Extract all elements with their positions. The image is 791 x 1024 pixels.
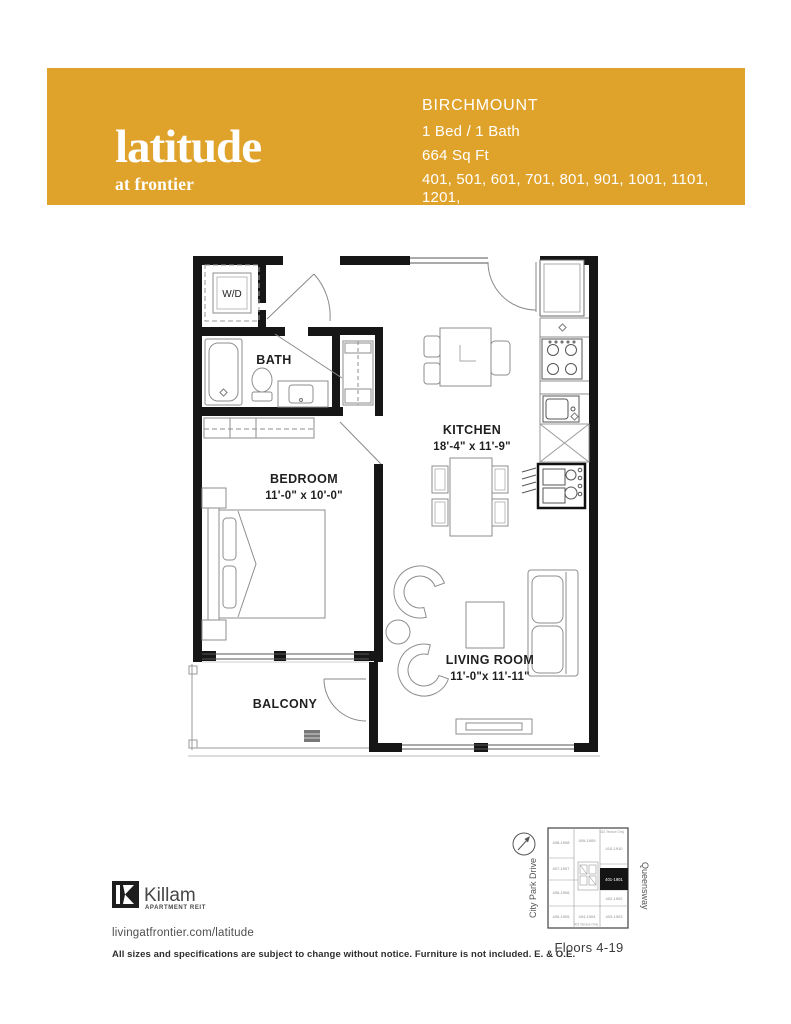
- balcony-label: BALCONY: [252, 697, 318, 711]
- killam-logo-name: Killam: [144, 885, 196, 906]
- bed: [202, 488, 325, 640]
- floor-plan: [188, 242, 763, 767]
- armchair-lower: [389, 639, 452, 705]
- kitchen-sink: [543, 396, 579, 422]
- side-table: [386, 620, 410, 644]
- entry-closet: [540, 260, 584, 316]
- killam-logo-subtitle: APARTMENT REIT: [145, 905, 206, 911]
- bath-vanity: [278, 381, 328, 407]
- armchair-upper: [385, 557, 448, 623]
- header-band: [47, 68, 745, 223]
- sofa: [528, 570, 578, 676]
- keyplan-unit: 404-1904: [578, 914, 596, 919]
- unit-numbers: [422, 171, 745, 224]
- disclaimer-text: All sizes and specifications are subject to change without notice. Furniture is not included. E. & O.E.: [112, 949, 576, 960]
- fridge: [522, 464, 585, 508]
- website-url: livingatfrontier.com/latitude: [112, 927, 254, 939]
- living-label: LIVING ROOM: [445, 653, 535, 667]
- unit-area: 664 Sq Ft: [422, 147, 489, 164]
- brand-logo: [115, 121, 262, 195]
- keyplan-note-top: 410 Terrace Only: [599, 830, 625, 834]
- kitchen-dims: 18'-4" x 11'-9": [433, 441, 511, 453]
- street-left-label: City Park Drive: [528, 857, 538, 918]
- living-dims: 11'-0"x 11'-11": [450, 671, 530, 683]
- unit-info: [422, 97, 745, 224]
- toilet: [252, 368, 272, 401]
- key-plan-building: [548, 828, 628, 928]
- bedroom-dims: 11'-0" x 10'-0": [265, 490, 343, 502]
- bathtub: [205, 339, 242, 405]
- killam-logo-mark: [112, 881, 139, 908]
- unit-numbers-line2: 1301, 1401, 1501, 1601, 1701, 1801, 1901: [422, 206, 714, 223]
- dining-table-upper: [424, 328, 510, 386]
- kitchen-label: KITCHEN: [442, 423, 502, 437]
- unit-name: BIRCHMOUNT: [422, 97, 539, 114]
- street-right-label: Queensway: [640, 862, 650, 910]
- keyplan-unit: 405-1905: [552, 914, 570, 919]
- north-compass-icon: [513, 833, 535, 855]
- keyplan-unit: 403-1903: [605, 914, 623, 919]
- bath-label: BATH: [256, 353, 292, 367]
- coffee-table: [466, 602, 504, 648]
- balcony-mat: [304, 730, 320, 742]
- wd-label: W/D: [222, 289, 242, 300]
- keyplan-unit: 402-1902: [605, 896, 623, 901]
- dishwasher: [540, 424, 589, 462]
- keyplan-unit: 406-1906: [552, 890, 570, 895]
- stove: [542, 339, 582, 379]
- brand-name: latitude: [115, 121, 262, 173]
- bedroom-dresser: [204, 418, 314, 438]
- highlighted-unit-label: 401-1901: [605, 877, 623, 882]
- floors-range-label: Floors 4-19: [554, 940, 624, 955]
- keyplan-note-bottom: 403 Terrace Only: [573, 922, 599, 927]
- tv-console: [456, 719, 532, 734]
- keyplan-unit: 407-1907: [552, 866, 570, 871]
- hall-closet: [343, 341, 373, 405]
- bedroom-label: BEDROOM: [269, 472, 339, 486]
- unit-numbers-line1: 401, 501, 601, 701, 801, 901, 1001, 1101, 1201,: [422, 171, 709, 206]
- keyplan-unit: 409-1909: [578, 838, 596, 843]
- brand-tagline: at frontier: [115, 174, 195, 195]
- unit-bed-bath: 1 Bed / 1 Bath: [422, 123, 520, 140]
- keyplan-unit: 408-1908: [552, 840, 570, 845]
- key-plan: [500, 822, 700, 940]
- killam-logo: [112, 879, 272, 918]
- keyplan-unit: 410-1910: [605, 846, 623, 851]
- dining-table-lower: [432, 458, 508, 536]
